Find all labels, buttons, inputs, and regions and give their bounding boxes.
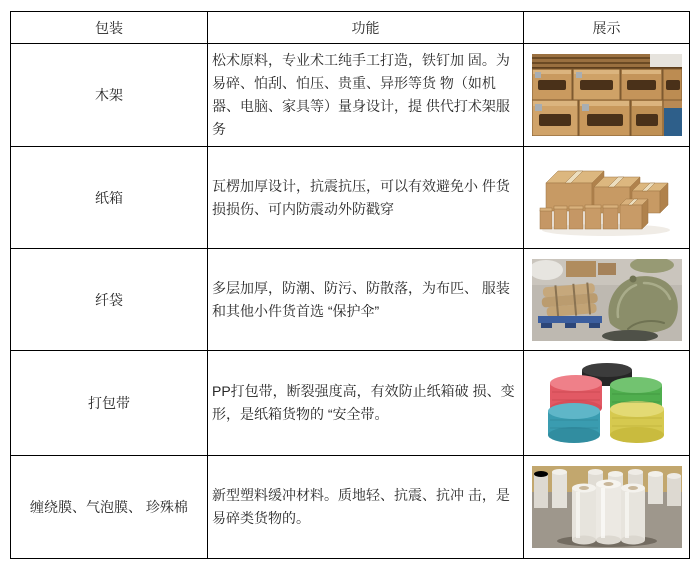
package-name: 纸箱 (11, 147, 208, 249)
table-row-carton (11, 147, 690, 249)
cardboard-boxes-photo (532, 157, 682, 239)
photo-cell (524, 456, 690, 559)
photo-cell (524, 147, 690, 249)
header-cell-function: 功能 (208, 12, 524, 44)
package-name: 打包带 (11, 351, 208, 456)
stretch-film-rolls-photo (532, 466, 682, 548)
package-name: 木架 (11, 44, 208, 147)
package-function: 瓦楞加厚设计，抗震抗压，可以有效避免小 件货损损伤、可内防震动外防戳穿 (208, 147, 524, 249)
package-name: 纤袋 (11, 249, 208, 351)
table-row-wrapping-film (11, 456, 690, 559)
wooden-crates-photo (532, 54, 682, 136)
package-name: 缠绕膜、气泡膜、 珍殊棉 (11, 456, 208, 559)
table-row-wooden-frame (11, 44, 690, 147)
header-cell-package: 包装 (11, 12, 208, 44)
table-row-fiber-bag (11, 249, 690, 351)
table-row-strapping (11, 351, 690, 456)
photo-cell (524, 249, 690, 351)
pp-strap-rolls-photo (532, 362, 682, 444)
package-function: 新型塑料缓冲材料。质地轻、抗震、抗冲 击，是易碎类货物的。 (208, 456, 524, 559)
photo-cell (524, 44, 690, 147)
package-function: 松术原料，专业术工纯手工打造，铁钉加 固。为易碎、怕刮、怕压、贵重、异形等货 物（如机器、电脑、家具等）量身设计，提 供代打术架服务 (208, 44, 524, 147)
table-header-row (11, 12, 690, 44)
packaging-table (10, 11, 690, 559)
package-function: 多层加厚，防潮、防污、防散落，为布匹、 服装和其他小件货首选 “保护伞” (208, 249, 524, 351)
header-cell-display: 展示 (524, 12, 690, 44)
package-function: PP打包带，断裂强度高，有效防止纸箱破 损、变形，是纸箱货物的 “安全带。 (208, 351, 524, 456)
woven-fiber-bags-photo (532, 259, 682, 341)
photo-cell (524, 351, 690, 456)
